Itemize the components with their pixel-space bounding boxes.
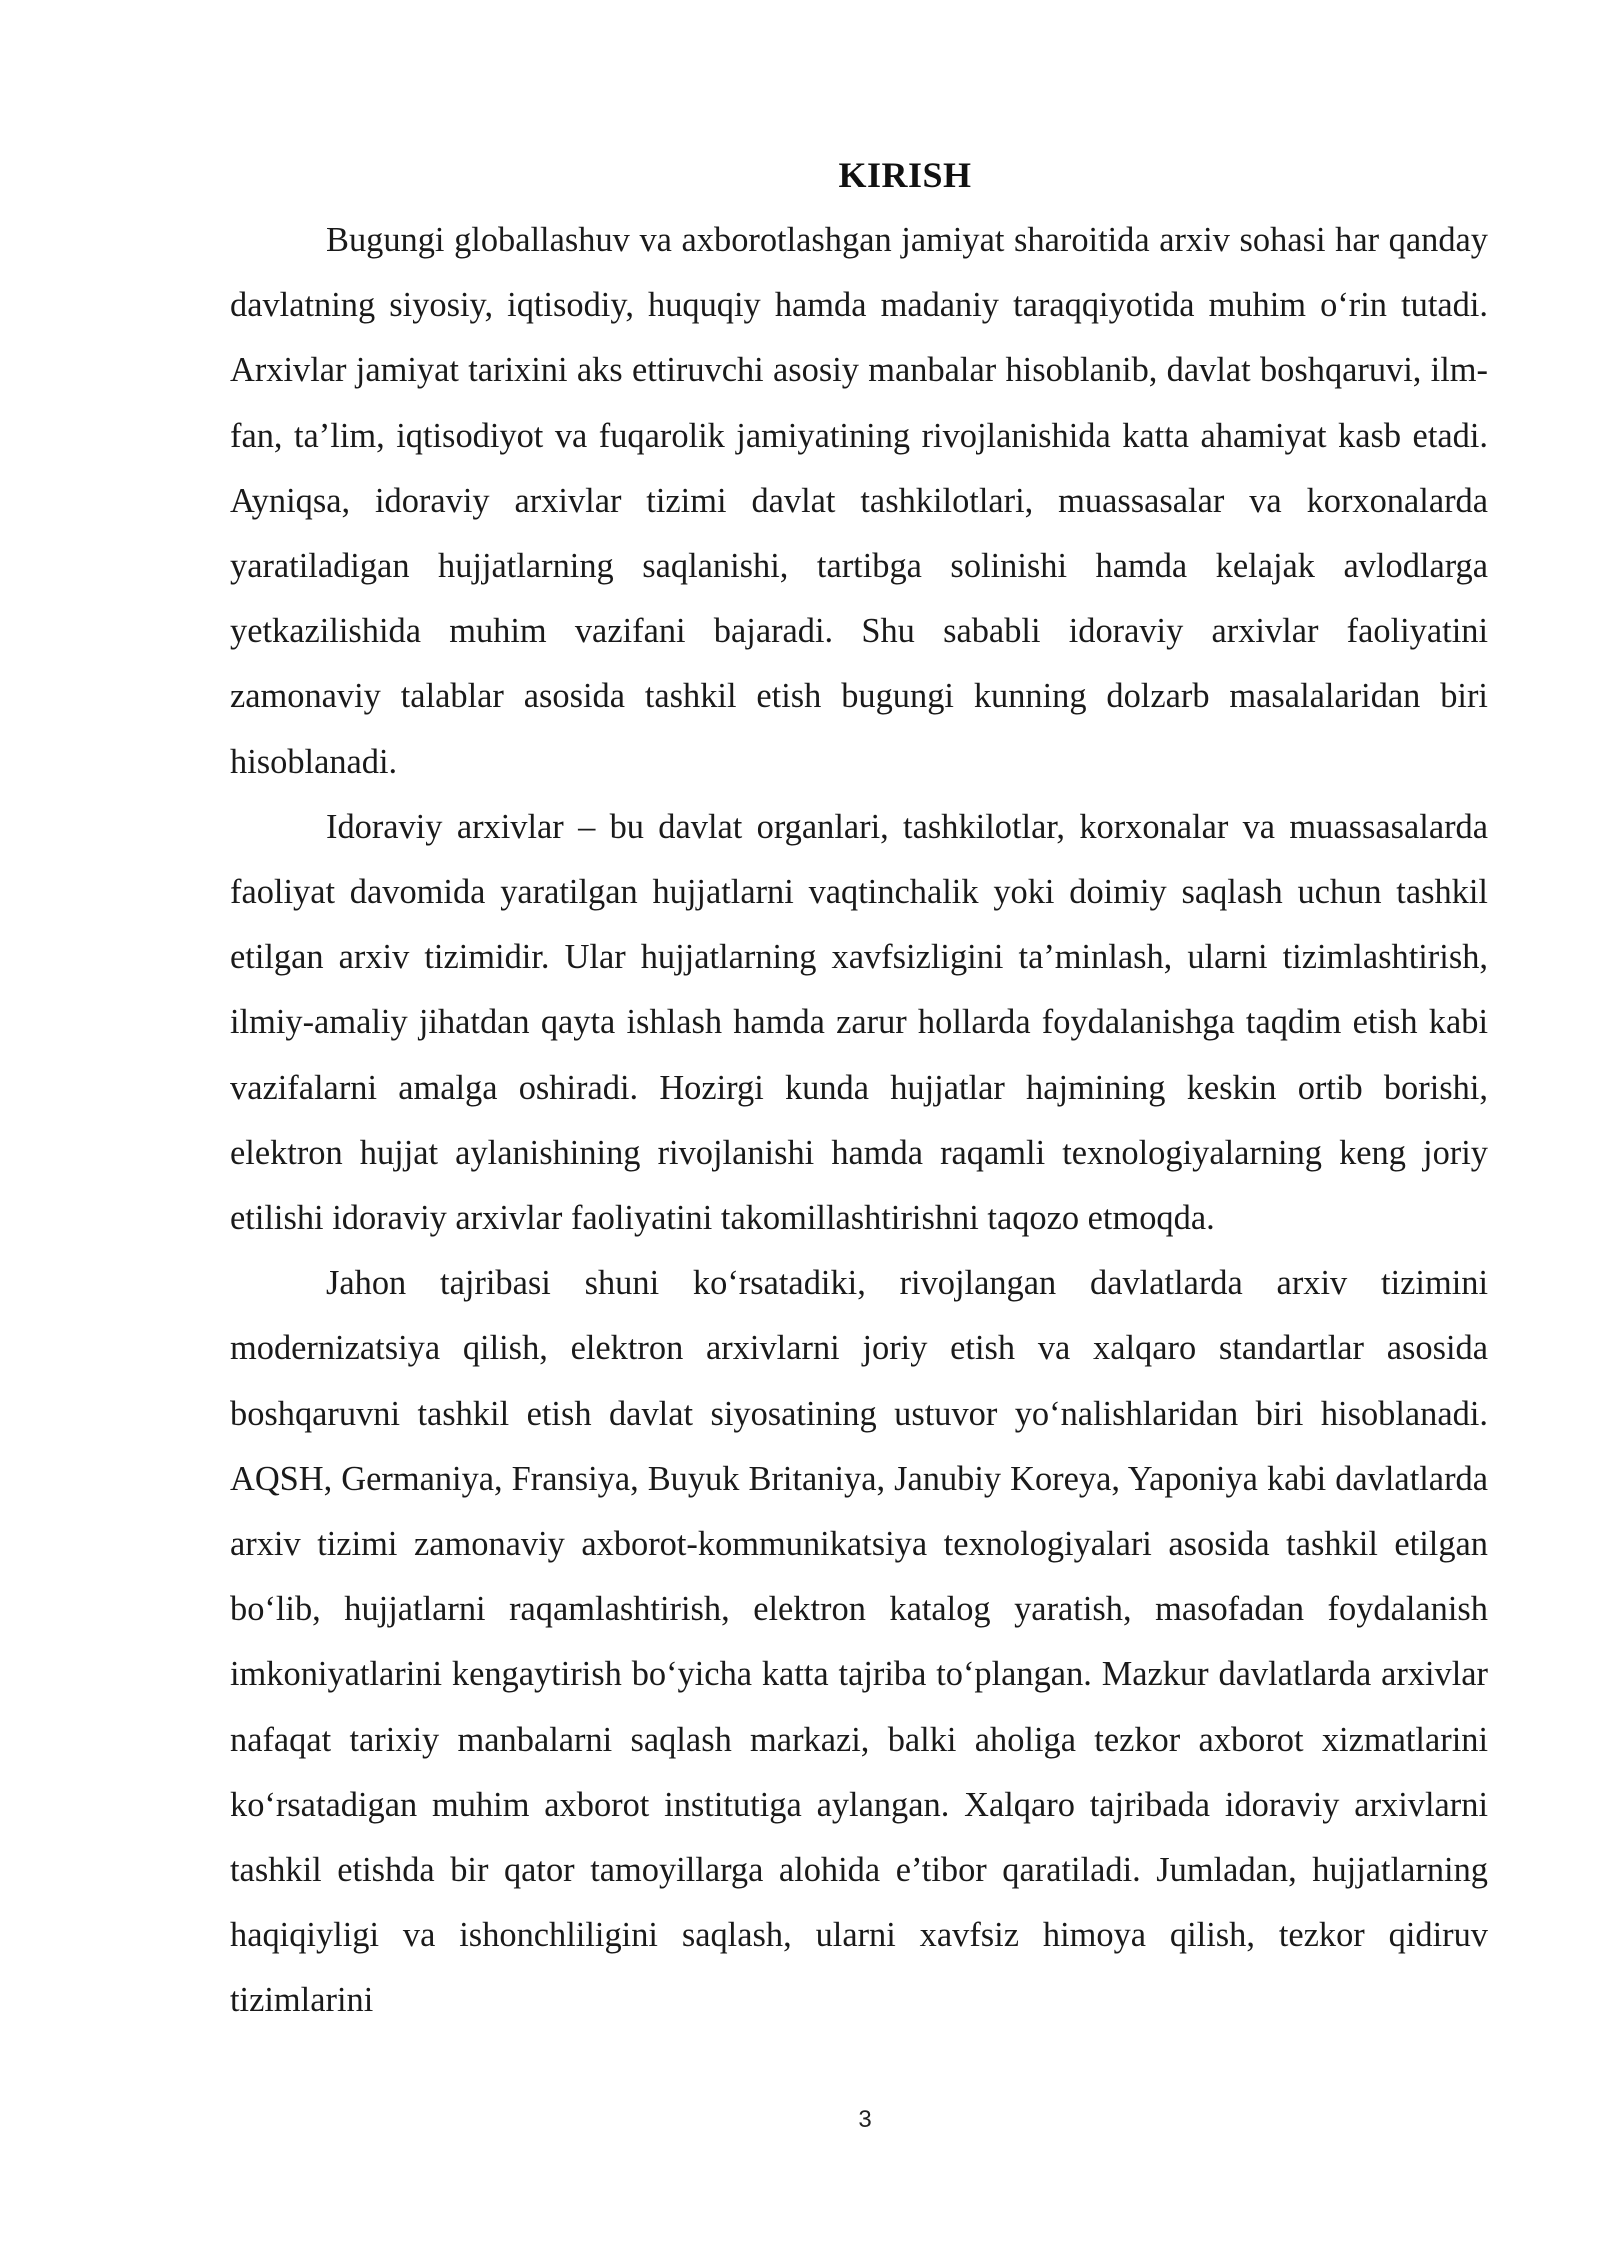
paragraph-2: Idoraviy arxivlar – bu davlat organlari, tashkilotlar, korxonalar va muassasalarda faoliyat davomida yaratilgan hujjatlarni vaqtinchalik yoki doimiy saqlash uchun tashkil etilgan arxiv tizimidir. Ular hujjatlarning xavfsizligini ta’minlash, ularni tizimlashtirish, ilmiy-amaliy jihatdan qayta ishlash hamda zarur hollarda foydalanishga taqdim etish kabi vazifalarni amalga oshiradi. Hozirgi kunda hujjatlar hajmining keskin ortib borishi, elektron hujjat aylanishining rivojlanishi hamda raqamli texnologiyalarning keng joriy etilishi idoraviy arxivlar faoliyatini takomillashtirishni taqozo etmoqda. [230, 807, 1488, 1238]
section-title: KIRISH [838, 155, 972, 195]
page-number: 3 [858, 2106, 872, 2133]
paragraph-3: Jahon tajribasi shuni ko‘rsatadiki, rivojlangan davlatlarda arxiv tizimini modernizatsiya qilish, elektron arxivlarni joriy etish va xalqaro standartlar asosida boshqaruvni tashkil etish davlat siyosatining ustuvor yo‘nalishlaridan biri hisoblanadi. AQSH, Germaniya, Fransiya, Buyuk Britaniya, Janubiy Koreya, Yaponiya kabi davlatlarda arxiv tizimi zamonaviy axborot-kommunikatsiya texnologiyalari asosida tashkil etilgan bo‘lib, hujjatlarni raqamlashtirish, elektron katalog yaratish, masofadan foydalanish imkoniyatlarini kengaytirish bo‘yicha katta tajriba to‘plangan. Mazkur davlatlarda arxivlar nafaqat tarixiy manbalarni saqlash markazi, balki aholiga tezkor axborot xizmatlarini ko‘rsatadigan muhim axborot institutiga aylangan. Xalqaro tajribada idoraviy arxivlarni tashkil etishda bir qator tamoyillarga alohida e’tibor qaratiladi. Jumladan, hujjatlarning haqiqiyligi va ishonchliligini saqlash, ularni xavfsiz himoya qilish, tezkor qidiruv tizimlarini [230, 1264, 1488, 2020]
body-text [230, 208, 1488, 2034]
paragraph-1: Bugungi globallashuv va axborotlashgan jamiyat sharoitida arxiv sohasi har qanday davlatning siyosiy, iqtisodiy, huquqiy hamda madaniy taraqqiyotida muhim o‘rin tutadi. Arxivlar jamiyat tarixini aks ettiruvchi asosiy manbalar hisoblanib, davlat boshqaruvi, ilm-fan, ta’lim, iqtisodiyot va fuqarolik jamiyatining rivojlanishida katta ahamiyat kasb etadi. Ayniqsa, idoraviy arxivlar tizimi davlat tashkilotlari, muassasalar va korxonalarda yaratiladigan hujjatlarning saqlanishi, tartibga solinishi hamda kelajak avlodlarga yetkazilishida muhim vazifani bajaradi. Shu sababli idoraviy arxivlar faoliyatini zamonaviy talablar asosida tashkil etish bugungi kunning dolzarb masalalaridan biri hisoblanadi. [230, 221, 1488, 781]
